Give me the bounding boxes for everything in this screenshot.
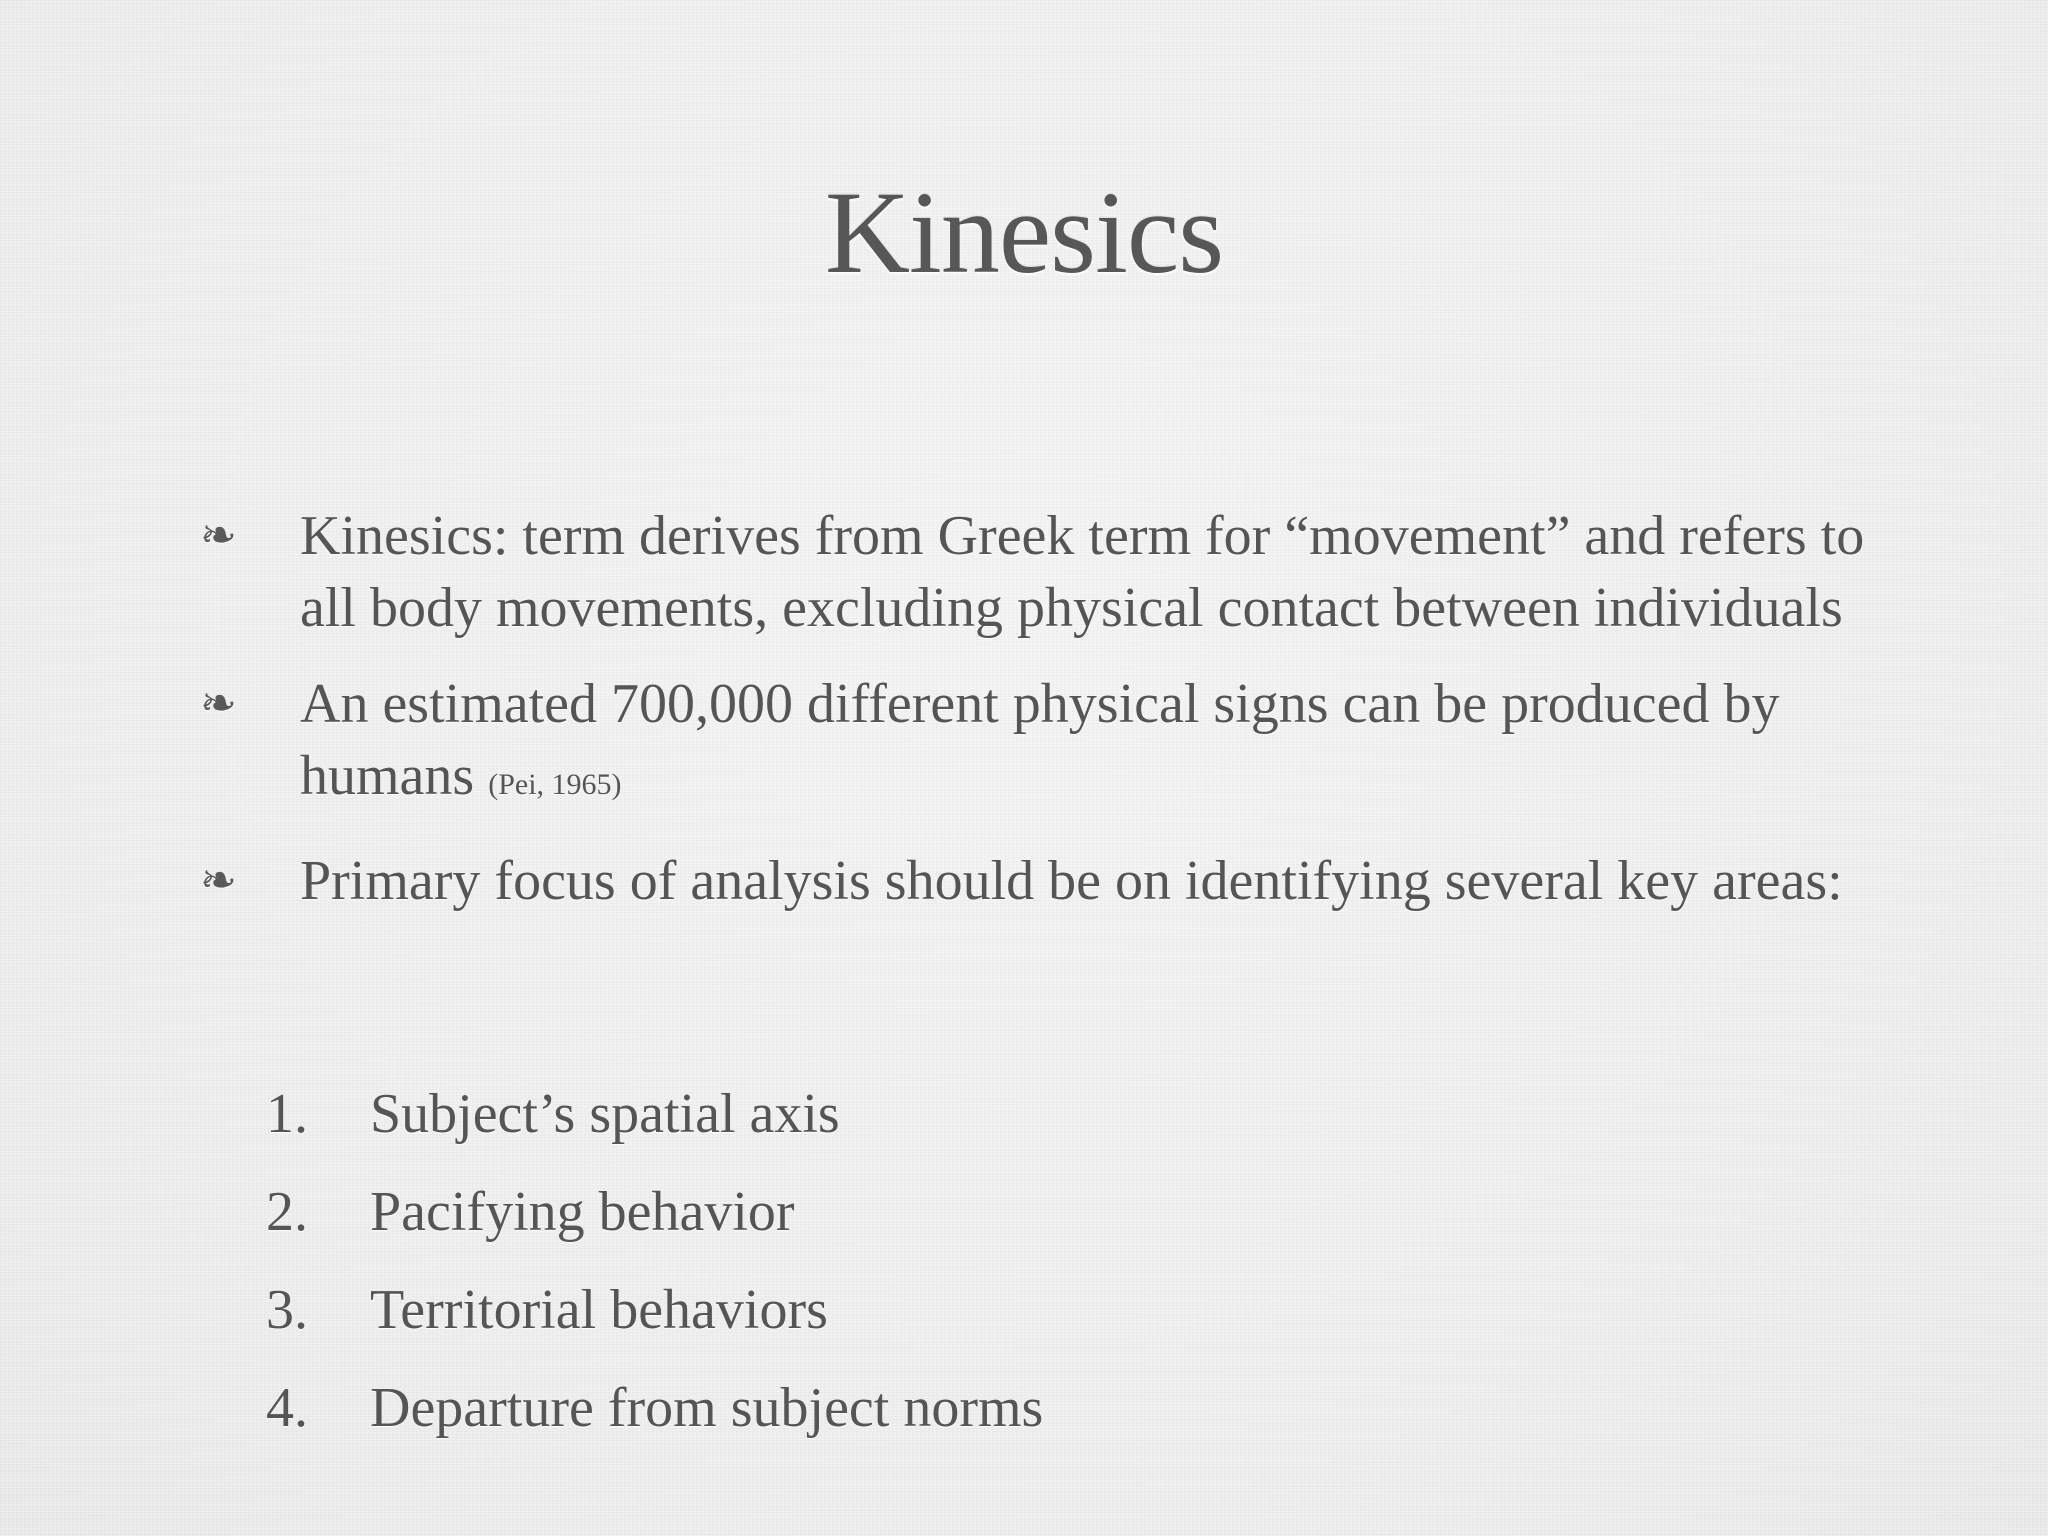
floral-heart-icon: ❧ [200, 511, 237, 560]
bullet-list [200, 500, 1880, 941]
floral-heart-icon: ❧ [200, 679, 237, 728]
bullet-text: Primary focus of analysis should be on identifying several key areas: [300, 850, 1843, 912]
slide-title: Kinesics [824, 167, 1224, 298]
item-number: 2. [266, 1181, 308, 1243]
item-text: Departure from subject norms [370, 1377, 1044, 1439]
item-number: 1. [266, 1083, 308, 1145]
item-number: 3. [266, 1279, 308, 1341]
item-number: 4. [266, 1377, 308, 1439]
bullet-item [200, 668, 1880, 821]
numbered-item [262, 1372, 1043, 1444]
numbered-item [262, 1176, 1043, 1248]
citation: (Pei, 1965) [488, 768, 622, 801]
bullet-item [200, 500, 1880, 644]
numbered-item [262, 1078, 1043, 1150]
bullet-text: An estimated 700,000 different physical signs can be produced by humans [300, 673, 1780, 807]
item-text: Pacifying behavior [370, 1181, 795, 1243]
bullet-item [200, 845, 1880, 917]
item-text: Territorial behaviors [370, 1279, 828, 1341]
numbered-list [262, 1078, 1043, 1470]
bullet-text: Kinesics: term derives from Greek term for “movement” and refers to all body movements, excluding physical contact between individuals [300, 505, 1865, 639]
floral-heart-icon: ❧ [200, 856, 237, 905]
item-text: Subject’s spatial axis [370, 1083, 840, 1145]
numbered-item [262, 1274, 1043, 1346]
